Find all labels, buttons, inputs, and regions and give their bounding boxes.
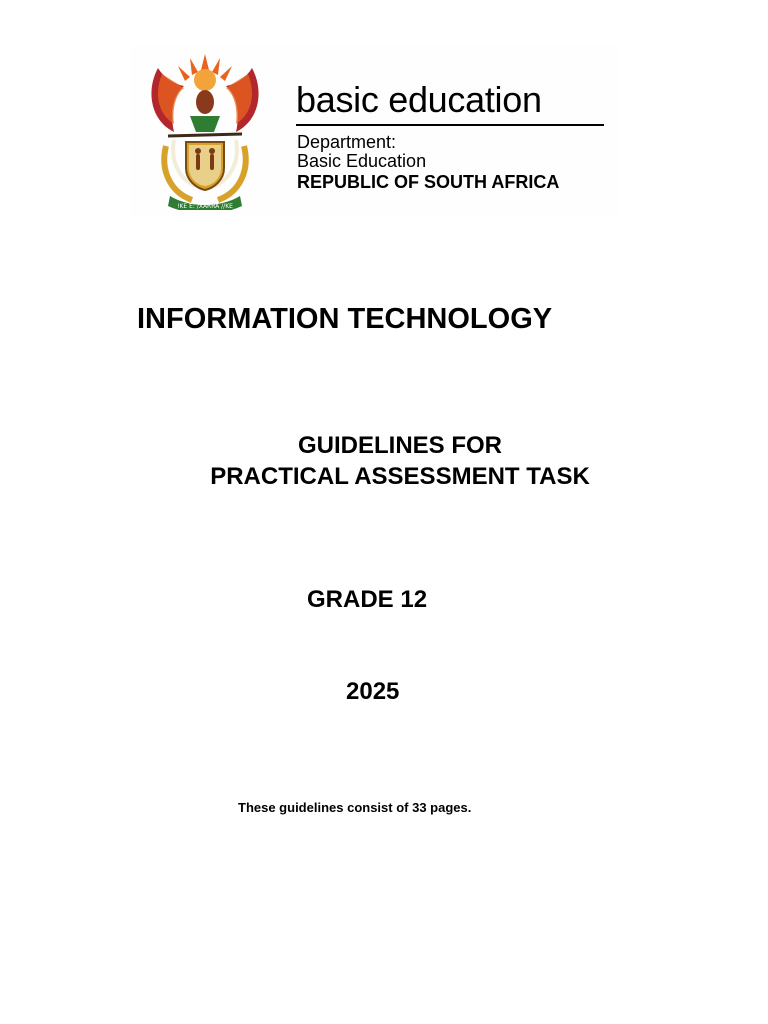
subject-title: INFORMATION TECHNOLOGY xyxy=(137,303,553,335)
department-logo-block xyxy=(130,44,620,216)
brand-divider xyxy=(296,124,604,126)
document-title xyxy=(0,430,768,492)
page-count-note: These guidelines consist of 33 pages. xyxy=(238,800,472,815)
country-name: REPUBLIC OF SOUTH AFRICA xyxy=(297,172,560,192)
emblem-motto: !KE E: /XARRA //KE xyxy=(177,203,233,210)
coat-of-arms-icon xyxy=(140,50,270,210)
grade-label: GRADE 12 xyxy=(307,586,428,613)
brand-title: basic education xyxy=(296,79,542,120)
document-title-line-1: GUIDELINES FOR xyxy=(297,432,502,459)
document-title-line-2: PRACTICAL ASSESSMENT TASK xyxy=(210,463,590,490)
year-label: 2025 xyxy=(346,678,400,705)
department-name: Basic Education xyxy=(297,151,427,171)
department-label: Department: xyxy=(297,132,397,152)
